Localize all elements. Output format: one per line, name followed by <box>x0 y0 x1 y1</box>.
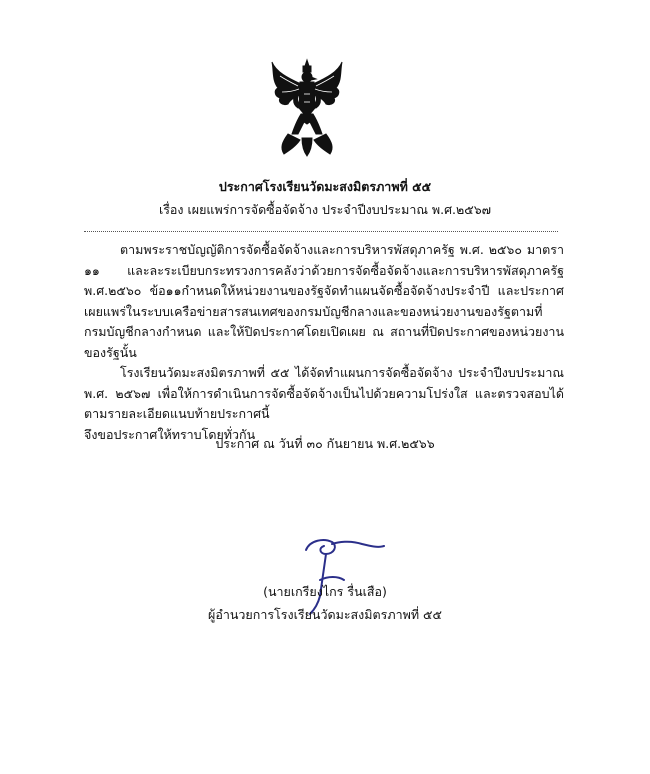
garuda-emblem-icon <box>268 58 346 158</box>
body-paragraph: ตามพระราชบัญญัติการจัดซื้อจัดจ้างและการบริหารพัสดุภาครัฐ พ.ศ. ๒๕๖๐ มาตรา ๑๑ และละระเบียบกระทรวงการคลังว่าด้วยการจัดซื้อจัดจ้างและการบริหารพัสดุภาครัฐ พ.ศ.๒๕๖๐ ข้อ๑๑กำหนดให้หน่วยงานของรัฐจัดทำแผนจัดซื้อจัดจ้างประจำปี และประกาศเผยแพร่ในระบบเครือข่ายสารสนเทศของกรมบัญชีกลางและของหน่วยงานของรัฐตามที่กรมบัญชีกลางกำหนด และให้ปิดประกาศโดยเปิดเผย ณ สถานที่ปิดประกาศของหน่วยงานของรัฐนั้น <box>84 242 564 360</box>
announcement-title: ประกาศโรงเรียนวัดมะสงมิตรภาพที่ ๕๕ <box>218 179 432 194</box>
body-paragraph: จึงขอประกาศให้ทราบโดยทั่วกัน <box>84 426 256 442</box>
signer-title: ผู้อำนวยการโรงเรียนวัดมะสงมิตรภาพที่ ๕๕ <box>208 607 442 622</box>
signer-name: (นายเกรียงไกร รื่นเสือ) <box>263 584 387 599</box>
announcement-date: ประกาศ ณ วันที่ ๓๐ กันยายน พ.ศ.๒๕๖๖ <box>215 436 435 451</box>
body-paragraph: โรงเรียนวัดมะสงมิตรภาพที่ ๕๕ ได้จัดทำแผนการจัดซื้อจัดจ้าง ประจำปีงบประมาณ พ.ศ. ๒๕๖๗ เพื่อให้การดำเนินการจัดซื้อจัดจ้างเป็นไปด้วยความโปร่งใส และตรวจสอบได้ตามรายละเอียดแนบท้ายประกาศนี้ <box>84 365 564 421</box>
handwritten-signature <box>298 520 398 620</box>
announcement-body <box>84 240 564 445</box>
dotted-divider <box>84 231 558 232</box>
announcement-subject: เรื่อง เผยแพร่การจัดซื้อจัดจ้าง ประจำปีงบประมาณ พ.ศ.๒๕๖๗ <box>158 202 492 217</box>
